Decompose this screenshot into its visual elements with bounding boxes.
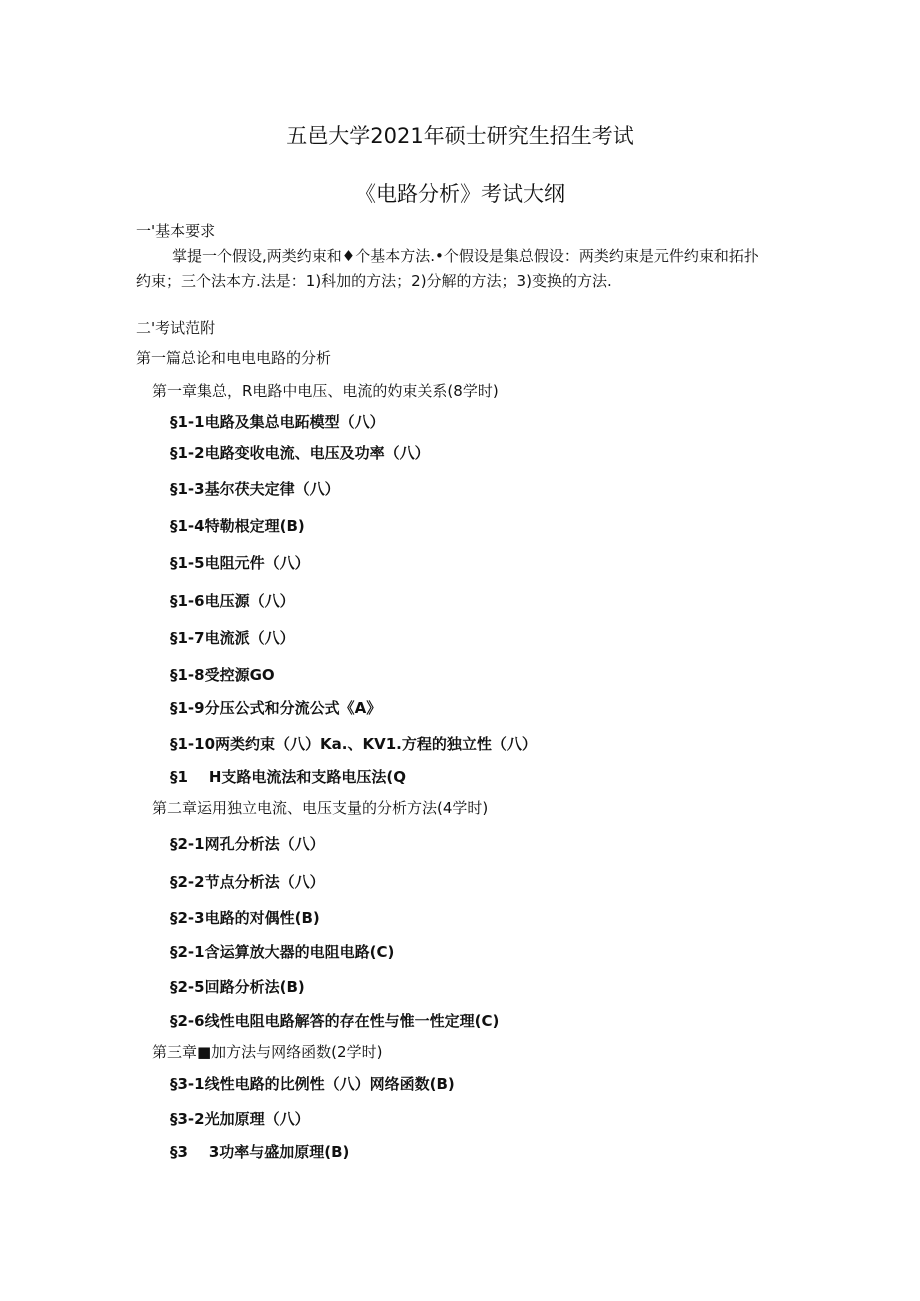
section-2-6: §2-6线性电阻电路解答的存在性与惟一性定理(C) bbox=[170, 1012, 500, 1030]
section-2-2: §2-2节点分析法（八） bbox=[170, 873, 325, 891]
chapter-3-title: 第三章■加方法与网络函数(2学时) bbox=[152, 1043, 383, 1061]
section-1-1: §1-1电路及集总电跖模型（八） bbox=[170, 413, 385, 431]
section-1-10: §1-10两类约束（八）Ka.、KV1.方程的独立性（八） bbox=[170, 735, 537, 753]
section-3-2: §3-2光加原理（八） bbox=[170, 1110, 310, 1128]
section-1-3: §1-3基尔茯夫定律（八） bbox=[170, 480, 340, 498]
chapter-2-title: 第二章运用独立电流、电压支量的分析方法(4学时) bbox=[152, 799, 489, 817]
section-1-5: §1-5电阻元件（八） bbox=[170, 554, 310, 572]
part-1-title: 第一篇总论和电电电路的分析 bbox=[136, 349, 332, 367]
exam-scope-heading: 二'考试范附 bbox=[136, 319, 216, 337]
basic-requirements-heading: 一'基本要求 bbox=[136, 222, 216, 240]
chapter-1-title: 第一章集总，R电路中电压、电流的妁束关系(8学时) bbox=[152, 382, 499, 400]
section-2-5: §2-5回路分析法(B) bbox=[170, 978, 305, 996]
document-subtitle: 《电路分析》考试大纲 bbox=[355, 182, 565, 206]
section-1-9: §1-9分压公式和分流公式《A》 bbox=[170, 699, 382, 717]
section-2-4: §2-1含运算放大器的电阻电路(C) bbox=[170, 943, 395, 961]
section-2-1: §2-1网孔分析法（八） bbox=[170, 835, 325, 853]
section-1-6: §1-6电压源（八） bbox=[170, 592, 295, 610]
basic-requirements-line-1: 掌提一个假设,两类约束和♦个基本方法.•个假设是集总假设：两类约束是元件约束和拓扑 bbox=[172, 247, 759, 265]
section-2-3: §2-3电路的对偶性(B) bbox=[170, 909, 320, 927]
section-1-4: §1-4特勒根定理(B) bbox=[170, 517, 305, 535]
section-1-8: §1-8受控源GO bbox=[170, 666, 275, 684]
section-3-1: §3-1线性电路的比例性（八）网络函数(B) bbox=[170, 1075, 455, 1093]
document-title: 五邑大学2021年硕士研究生招生考试 bbox=[286, 124, 634, 148]
section-3-3: §3 3功率与盛加原理(B) bbox=[170, 1143, 350, 1161]
basic-requirements-line-2: 约束；三个法本方.法是：1)科加的方法；2)分解的方法；3)变换的方法. bbox=[136, 272, 612, 290]
section-1-2: §1-2电路变收电流、电压及功率（八） bbox=[170, 444, 430, 462]
section-1-7: §1-7电流派（八） bbox=[170, 629, 295, 647]
section-1-11: §1 H支路电流法和支路电压法(Q bbox=[170, 768, 406, 786]
